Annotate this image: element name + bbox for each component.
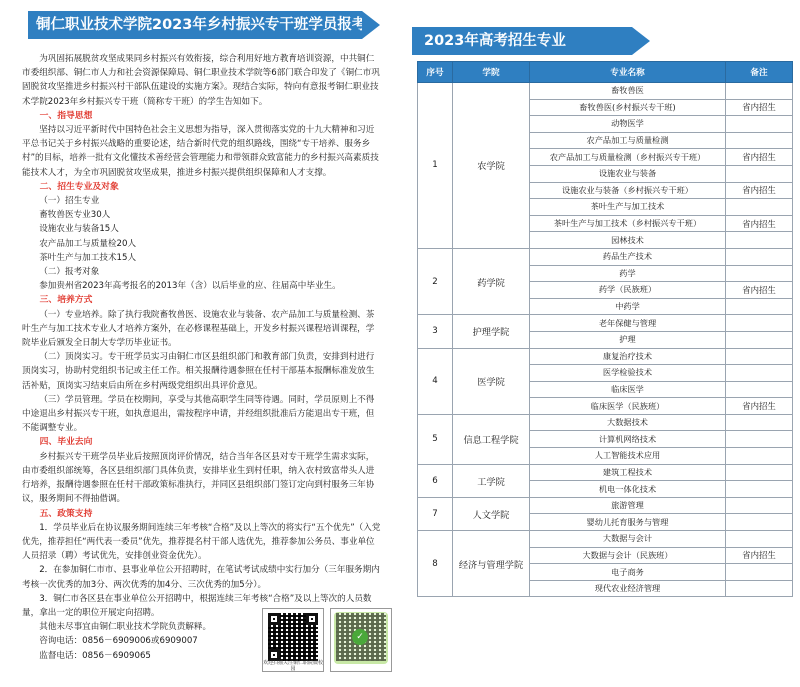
paragraph: 设施农业与装备15人 bbox=[39, 224, 119, 235]
college-cell: 人文学院 bbox=[453, 497, 530, 530]
paragraph: （二）报考对象 bbox=[39, 267, 100, 278]
major-cell: 婴幼儿托育服务与管理 bbox=[530, 514, 726, 531]
table-row bbox=[418, 414, 793, 431]
note-cell bbox=[726, 116, 793, 133]
paragraph: （一）招生专业 bbox=[39, 196, 100, 207]
college-cell: 护理学院 bbox=[453, 315, 530, 348]
note-cell bbox=[726, 464, 793, 481]
paragraph: 农产品加工与质量检20人 bbox=[39, 238, 137, 249]
table-row bbox=[418, 348, 793, 365]
note-cell bbox=[726, 514, 793, 531]
table-row bbox=[418, 531, 793, 548]
seq-cell: 7 bbox=[418, 497, 453, 530]
major-cell: 设施农业与装备 bbox=[530, 165, 726, 182]
paragraph: 畜牧兽医专业30人 bbox=[39, 210, 111, 221]
logo-icon: ✓ bbox=[352, 629, 368, 645]
header-college: 学院 bbox=[453, 62, 530, 83]
major-cell: 大数据与会计 bbox=[530, 531, 726, 548]
college-cell: 农学院 bbox=[453, 83, 530, 249]
paragraph: （一）专业培养。除了执行我院畜牧兽医、设施农业与装备、农产品加工与质量检测、茶叶生产与加工技术专业人才培养方案外，在必修课程基础上，开发乡村振兴课程培训课程，学院毕业后颁发全日制大专学历毕业证书。 bbox=[22, 309, 375, 349]
paragraph: 3．铜仁市各区县在事业单位公开招聘中，根据连续三年考核“合格”及以上等次的人员数量，拿出一定的职位开展定向招聘。 bbox=[22, 593, 372, 618]
major-cell: 农产品加工与质量检测 bbox=[530, 132, 726, 149]
paragraph: 其他未尽事宜由铜仁职业技术学院负责解释。 bbox=[39, 622, 212, 633]
paragraph: 监督电话：0856－6909065 bbox=[39, 650, 151, 661]
note-cell: 省内招生 bbox=[726, 547, 793, 564]
college-cell: 药学院 bbox=[453, 248, 530, 314]
left-page bbox=[0, 0, 398, 687]
table-header-row bbox=[418, 62, 793, 83]
paragraph: 坚持以习近平新时代中国特色社会主义思想为指导，深入贯彻落实党的十九大精神和习近平总书记关于乡村振兴战略的重要论述，结合新时代党的组织路线，围绕“专干培养、服务乡村”的目标，培养一批有文化懂技术善经营会管理能力和带领群众致富能力的乡村振兴高素质技能技术人才，为全市巩固脱贫攻坚成果，推进乡村振兴提供组织保障和人才支撑。 bbox=[22, 125, 379, 178]
header-major: 专业名称 bbox=[530, 62, 726, 83]
major-cell: 计算机网络技术 bbox=[530, 431, 726, 448]
paragraph: 乡村振兴专干班学员毕业后按照顶岗评价情况，结合当年各区县对专干班学生需求实际，由市委组织部统筹，各区县组织部门具体负责，安排毕业生到村任职，纳入农村致富带头人进行培养，报酬待遇参照在任村干部政策标准执行，并同区县组织部门签订定向到村服务三年协议，服务期间不得抽借调。 bbox=[22, 451, 375, 505]
note-cell: 省内招生 bbox=[726, 149, 793, 166]
major-cell: 康复治疗技术 bbox=[530, 348, 726, 365]
table-row bbox=[418, 497, 793, 514]
paragraph: 1．学员毕业后在协议服务期间连续三年考核“合格”及以上等次的将实行“五个优先”（入党优先，推荐担任“两代表一委员”优先，推荐提名村干部人选优先，推荐参加公务员、事业单位人员招录（聘）考试优先，安排创业资金优先）。 bbox=[22, 522, 381, 562]
major-cell: 机电一体化技术 bbox=[530, 481, 726, 498]
seq-cell: 1 bbox=[418, 83, 453, 249]
seq-cell: 6 bbox=[418, 464, 453, 497]
major-cell: 人工智能技术应用 bbox=[530, 448, 726, 465]
major-cell: 临床医学 bbox=[530, 381, 726, 398]
note-cell bbox=[726, 564, 793, 581]
note-cell bbox=[726, 83, 793, 100]
paragraph: 2．在参加铜仁市市、县事业单位公开招聘时，在笔试考试成绩中实行加分（三年服务期内考核一次优秀的加3分、两次优秀的加4分、三次优秀的加5分）。 bbox=[22, 565, 380, 590]
paragraph: 为巩固拓展脱贫攻坚成果同乡村振兴有效衔接，综合利用好地方教育培训资源，中共铜仁市委组织部、铜仁市人力和社会资源保障局、铜仁职业技术学院等6部门联合印发了《铜仁市巩固脱贫攻坚推进乡村振兴村干部队伍建设的实施方案》。现结合实际，特向有意报考铜仁职业技术学院2023年乡村振兴专干班（简称专干班）的学生告知如下。 bbox=[22, 54, 380, 107]
major-cell: 大数据与会计（民族班） bbox=[530, 547, 726, 564]
major-cell: 旅游管理 bbox=[530, 497, 726, 514]
major-cell: 设施农业与装备（乡村振兴专干班） bbox=[530, 182, 726, 199]
section-heading: 二、招生专业及对象 bbox=[39, 181, 119, 192]
seq-cell: 2 bbox=[418, 248, 453, 314]
major-cell: 茶叶生产与加工技术（乡村振兴专干班） bbox=[530, 215, 726, 232]
major-cell: 园林技术 bbox=[530, 232, 726, 249]
header-note: 备注 bbox=[726, 62, 793, 83]
header-seq: 序号 bbox=[418, 62, 453, 83]
wechat-qr-code bbox=[262, 608, 324, 672]
note-cell bbox=[726, 298, 793, 315]
paragraph: 咨询电话：0856－6909006或6909007 bbox=[39, 636, 198, 647]
note-cell bbox=[726, 165, 793, 182]
paragraph: （三）学员管理。学员在校期间，享受与其他高职学生同等待遇。同时，学员原则上不得中途退出乡村振兴专干班，如执意退出，需按程序申请，并经组织批准后方能退出专干班，但不能调整专业。 bbox=[22, 394, 375, 434]
college-cell: 经济与管理学院 bbox=[453, 531, 530, 597]
paragraph: 茶叶生产与加工技术15人 bbox=[39, 252, 137, 263]
note-cell bbox=[726, 315, 793, 332]
major-cell: 中药学 bbox=[530, 298, 726, 315]
section-heading: 三、培养方式 bbox=[39, 295, 93, 306]
note-cell bbox=[726, 331, 793, 348]
major-cell: 电子商务 bbox=[530, 564, 726, 581]
major-cell: 动物医学 bbox=[530, 116, 726, 133]
note-cell bbox=[726, 497, 793, 514]
note-cell: 省内招生 bbox=[726, 182, 793, 199]
note-cell bbox=[726, 381, 793, 398]
major-cell: 药品生产技术 bbox=[530, 248, 726, 265]
major-cell: 临床医学（民族班） bbox=[530, 398, 726, 415]
major-cell: 药学 bbox=[530, 265, 726, 282]
table-row bbox=[418, 83, 793, 100]
seq-cell: 3 bbox=[418, 315, 453, 348]
paragraph: 参加贵州省2023年高考报名的2013年（含）以后毕业的应、往届高中毕业生。 bbox=[39, 281, 341, 292]
qr-caption: 欢迎扫描关注铜仁职院微校园 bbox=[263, 660, 324, 672]
note-cell: 省内招生 bbox=[726, 398, 793, 415]
note-cell bbox=[726, 365, 793, 382]
table-row bbox=[418, 464, 793, 481]
note-cell bbox=[726, 481, 793, 498]
note-cell bbox=[726, 414, 793, 431]
note-cell bbox=[726, 531, 793, 548]
note-cell bbox=[726, 348, 793, 365]
section-heading: 一、指导思想 bbox=[39, 110, 93, 121]
college-cell: 医学院 bbox=[453, 348, 530, 414]
left-title-banner: 铜仁职业技术学院2023年乡村振兴专干班学员报考须知 bbox=[28, 11, 362, 39]
section-heading: 五、政策支持 bbox=[39, 508, 93, 519]
note-cell bbox=[726, 448, 793, 465]
second-qr-code bbox=[330, 608, 392, 672]
note-cell bbox=[726, 199, 793, 216]
major-cell: 医学检验技术 bbox=[530, 365, 726, 382]
major-cell: 畜牧兽医(乡村振兴专干班) bbox=[530, 99, 726, 116]
major-cell: 畜牧兽医 bbox=[530, 83, 726, 100]
major-cell: 茶叶生产与加工技术 bbox=[530, 199, 726, 216]
note-cell: 省内招生 bbox=[726, 282, 793, 299]
seq-cell: 8 bbox=[418, 531, 453, 597]
table-row bbox=[418, 315, 793, 332]
note-cell bbox=[726, 265, 793, 282]
right-title-banner: 2023年高考招生专业 bbox=[412, 27, 632, 55]
paragraph: （二）顶岗实习。专干班学员实习由铜仁市区县组织部门和教育部门负责，安排到村进行顶岗实习，协助村党组织书记或主任工作。相关报酬待遇参照在任村干部基本报酬标准发放生活补贴，顶岗实习结束后由所在乡村两级党组织出具评价意见。 bbox=[22, 352, 375, 391]
table-row bbox=[418, 248, 793, 265]
notice-body bbox=[22, 52, 382, 663]
major-cell: 老年保健与管理 bbox=[530, 315, 726, 332]
seq-cell: 4 bbox=[418, 348, 453, 414]
major-cell: 现代农业经济管理 bbox=[530, 580, 726, 597]
majors-table bbox=[417, 61, 793, 597]
note-cell bbox=[726, 248, 793, 265]
right-page bbox=[401, 0, 800, 687]
college-cell: 信息工程学院 bbox=[453, 414, 530, 464]
note-cell: 省内招生 bbox=[726, 99, 793, 116]
note-cell bbox=[726, 232, 793, 249]
note-cell bbox=[726, 132, 793, 149]
seq-cell: 5 bbox=[418, 414, 453, 464]
major-cell: 护理 bbox=[530, 331, 726, 348]
major-cell: 建筑工程技术 bbox=[530, 464, 726, 481]
major-cell: 农产品加工与质量检测（乡村振兴专干班） bbox=[530, 149, 726, 166]
note-cell bbox=[726, 431, 793, 448]
major-cell: 药学（民族班） bbox=[530, 282, 726, 299]
major-cell: 大数据技术 bbox=[530, 414, 726, 431]
note-cell: 省内招生 bbox=[726, 215, 793, 232]
note-cell bbox=[726, 580, 793, 597]
college-cell: 工学院 bbox=[453, 464, 530, 497]
section-heading: 四、毕业去向 bbox=[39, 437, 93, 448]
